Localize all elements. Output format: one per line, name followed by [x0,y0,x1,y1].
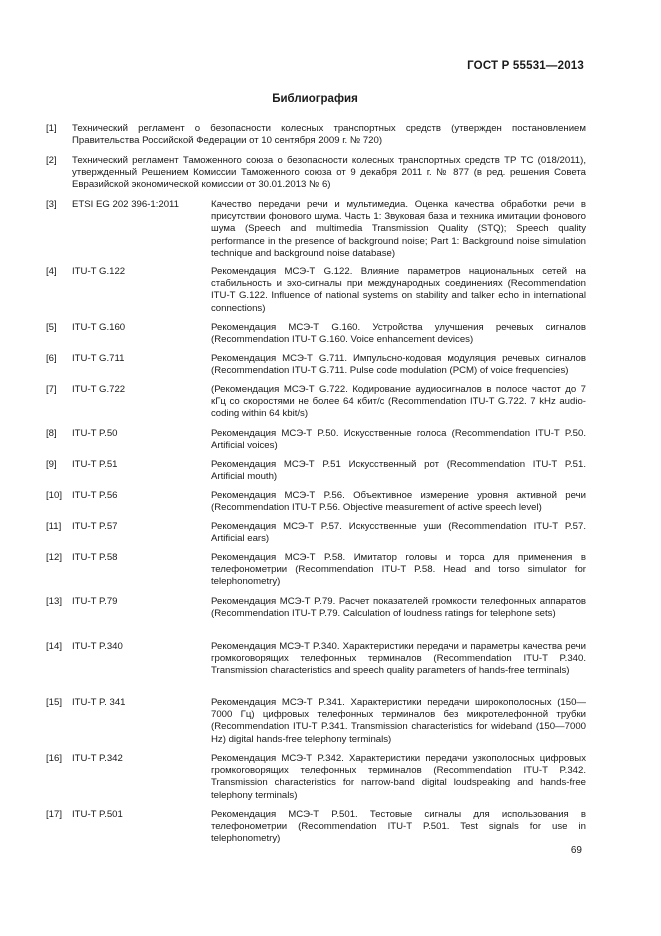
entry-code: ITU-T G.122 [72,266,126,277]
entry-text: Рекомендация МСЭ-Т P.56. Объективное измерение уровня активной речи (Recommendation ITU-T P.56. Objective measurement of active speech level) [211,490,586,514]
entry-number: [14] [46,641,63,652]
entry-number: [17] [46,809,63,820]
entry-number: [4] [46,266,57,277]
entry-code: ITU-T P. 341 [72,697,126,708]
entry-code: ITU-T P.57 [72,521,118,532]
entry-text: Рекомендация МСЭ-Т P.341. Характеристики передачи широкополосных (150—7000 Гц) цифровых телефонных терминалов без микротелефонной трубки (Recommendation ITU-T P.341. Transmission characteristics for wideband (150—7000 Hz) digital hands-free telephony terminals) [211,697,586,745]
entry-code: ETSI EG 202 396-1:2011 [72,199,180,210]
entry-number: [12] [46,552,63,563]
entry-text: Рекомендация МСЭ-Т P.340. Характеристики передачи и параметры качества речи громкоговорящих телефонных терминалов (Recommendation ITU-T P.340. Transmission characteristics and speech quality parameters of hands-free terminals) [211,641,586,677]
entry-text: Рекомендация МСЭ-Т P.58. Имитатор головы и торса для применения в телефонометрии (Recommendation ITU-T P.58. Head and torso simulator for telephonometry) [211,552,586,588]
entry-code: ITU-T G.711 [72,353,125,364]
entry-code: ITU-T P.51 [72,459,118,470]
entry-text: Рекомендация МСЭ-Т P.57. Искусственные уши (Recommendation ITU-T P.57. Artificial ears) [211,521,586,545]
entry-number: [3] [46,199,57,210]
entry-code: ITU-T P.501 [72,809,123,820]
entry-number: [1] [46,123,57,134]
entry-text: Технический регламент Таможенного союза о безопасности колесных транспортных средств ТР ТС (018/2011), утвержденный Решением Комиссии Таможенного союза от 9 декабря 2011 г. № 877 (в ред. решения Совета Евразийской экономической комиссии от 30.01.2013 № 6) [72,155,586,191]
entry-code: ITU-T P.340 [72,641,123,652]
entry-number: [2] [46,155,57,166]
bibliography-title: Библиография [272,93,358,105]
entry-number: [15] [46,697,63,708]
entry-text: Технический регламент о безопасности колесных транспортных средств (утвержден постановлением Правительства Российской Федерации от 10 сентября 2009 г. № 720) [72,123,586,147]
entry-text: Рекомендация МСЭ-Т G.711. Импульсно-кодовая модуляция речевых сигналов (Recommendation ITU-T G.711. Pulse code modulation (PCM) of voice frequencies) [211,353,586,377]
entry-code: ITU-T G.160 [72,322,126,333]
entry-text: Рекомендация МСЭ-Т P.51 Искусственный рот (Recommendation ITU-T P.51. Artificial mouth) [211,459,586,483]
entry-code: ITU-T G.722 [72,384,126,395]
entry-number: [6] [46,353,57,364]
entry-number: [13] [46,596,63,607]
entry-number: [7] [46,384,57,395]
entry-code: ITU-T P.50 [72,428,118,439]
entry-number: [5] [46,322,57,333]
entry-number: [9] [46,459,57,470]
entry-number: [10] [46,490,63,501]
entry-text: Рекомендация МСЭ-Т P.342. Характеристики передачи узкополосных цифровых громкоговорящих телефонных терминалов (Recommendation ITU-T P.342. Transmission characteristics for narrow-band digital loudspeaking and hands-free telephony terminals) [211,753,586,801]
page-number: 69 [570,845,582,856]
entry-code: ITU-T P.58 [72,552,118,563]
entry-text: Рекомендация МСЭ-Т P.50. Искусственные голоса (Recommendation ITU-T P.50. Artificial voices) [211,428,586,452]
entry-text: Рекомендация МСЭ-Т P.501. Тестовые сигналы для использования в телефонометрии (Recommendation ITU-T P.501. Test signals for use in telephonometry) [211,809,586,845]
document-code: ГОСТ Р 55531—2013 [467,60,584,72]
entry-text: Рекомендация МСЭ-Т G.122. Влияние параметров национальных сетей на стабильность и эхо-сигналы при международных соединениях (Recommendation ITU-T G.122. Influence of national systems on stability and talker echo in international connections) [211,266,586,314]
entry-code: ITU-T P.56 [72,490,118,501]
entry-text: Рекомендация МСЭ-Т P.79. Расчет показателей громкости телефонных аппаратов (Recommendation ITU-T P.79. Calculation of loudness ratings for telephone sets) [211,596,586,620]
entry-code: ITU-T P.342 [72,753,123,764]
entry-text: Качество передачи речи и мультимедиа. Оценка качества обработки речи в присутствии фонового шума. Часть 1: Звуковая база и техника имитации фонового шума (Speech and multimedia Transmission Quality (STQ); Speech quality performance in the presence of background noise; Part 1: Background noise simulation technique and background noise database) [211,199,586,259]
entry-text: (Рекомендация МСЭ-Т G.722. Кодирование аудиосигналов в полосе частот до 7 кГц со скоростями не более 64 кбит/с (Recommendation ITU-T G.722. 7 kHz audio-coding within 64 kbit/s) [211,384,586,420]
entry-code: ITU-T P.79 [72,596,118,607]
entry-text: Рекомендация МСЭ-Т G.160. Устройства улучшения речевых сигналов (Recommendation ITU-T G.160. Voice enhancement devices) [211,322,586,346]
entry-number: [8] [46,428,57,439]
entry-number: [11] [46,521,62,532]
entry-number: [16] [46,753,63,764]
